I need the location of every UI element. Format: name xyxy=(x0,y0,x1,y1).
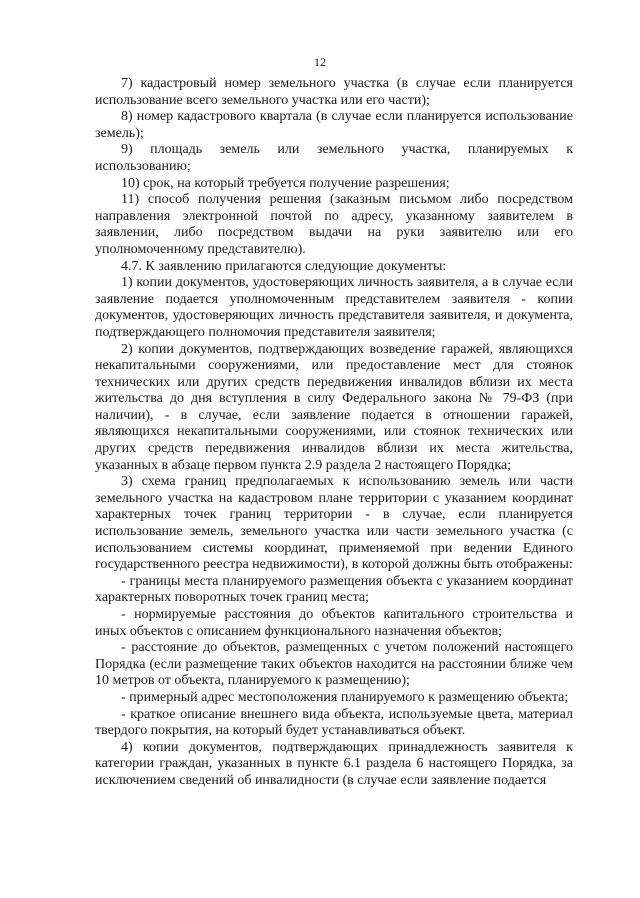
paragraph-doc-1-identity: 1) копии документов, удостоверяющих личность заявителя, а в случае если заявление подается уполномоченным представителем заявителя - копии документов, удостоверяющих личность представителя заявителя, и документа, подтверждающего полномочия представителя заявителя; xyxy=(95,275,573,340)
paragraph-doc-3-boundary-scheme: 3) схема границ предполагаемых к использованию земель или части земельного участка на кадастровом плане территории с указанием координат характерных точек границ территории - в случае, если планируется использование земель, земельного участка или части земельного участка (с использованием системы координат, применяемой при ведении Единого государственного реестра недвижимости), в которой должны быть отображены: xyxy=(95,474,573,573)
paragraph-item-9-area: 9) площадь земель или земельного участка, планируемых к использованию; xyxy=(95,142,573,174)
page-number: 12 xyxy=(314,55,326,69)
list-item-distance-placed-objects: - расстояние до объектов, размещенных с учетом положений настоящего Порядка (если размещение таких объектов находится на расстоянии ближе чем 10 метров от объекта, планируемого к размещению); xyxy=(95,640,573,689)
paragraph-item-8-cadastral-block: 8) номер кадастрового квартала (в случае если планируется использование земель); xyxy=(95,109,573,141)
paragraph-doc-2-garages: 2) копии документов, подтверждающих возведение гаражей, являющихся некапитальными сооружениями, или предоставление мест для стоянок технических или других средств передвижения инвалидов вблизи их места жительства до дня вступления в силу Федерального закона № 79-ФЗ (при наличии), - в случае, если заявление подается в отношении гаражей, являющихся некапитальными сооружениями, или стоянок технических или других средств передвижения инвалидов вблизи их места жительства, указанных в абзаце первом пункта 2.9 раздела 2 настоящего Порядка; xyxy=(95,341,573,473)
paragraph-item-11-delivery-method: 11) способ получения решения (заказным письмом либо посредством направления электронной почтой по адресу, указанному заявителем в заявлении, либо посредством выдачи на руки заявителю или его уполномоченному представителю). xyxy=(95,192,573,257)
document-body xyxy=(95,76,573,790)
list-item-description: - краткое описание внешнего вида объекта, используемые цвета, материал твердого покрытия, на который будет устанавливаться объект. xyxy=(95,706,573,739)
paragraph-item-10-term: 10) срок, на который требуется получение разрешения; xyxy=(121,175,450,191)
list-item-boundaries: - границы места планируемого размещения объекта с указанием координат характерных поворотных точек границ места; xyxy=(95,573,573,606)
list-item-distances: - нормируемые расстояния до объектов капитального строительства и иных объектов с описанием функционального назначения объектов; xyxy=(95,607,573,639)
paragraph-section-4-7: 4.7. К заявлению прилагаются следующие документы: xyxy=(121,258,447,274)
paragraph-doc-4-category: 4) копии документов, подтверждающих принадлежность заявителя к категории граждан, указанных в пункте 6.1 раздела 6 настоящего Порядка, за исключением сведений об инвалидности (в случае если заявление подается xyxy=(95,739,573,788)
paragraph-item-7-cadastral-number: 7) кадастровый номер земельного участка (в случае если планируется использование всего земельного участка или его части); xyxy=(95,76,573,108)
list-item-address: - примерный адрес местоположения планируемого к размещению объекта; xyxy=(121,689,569,705)
